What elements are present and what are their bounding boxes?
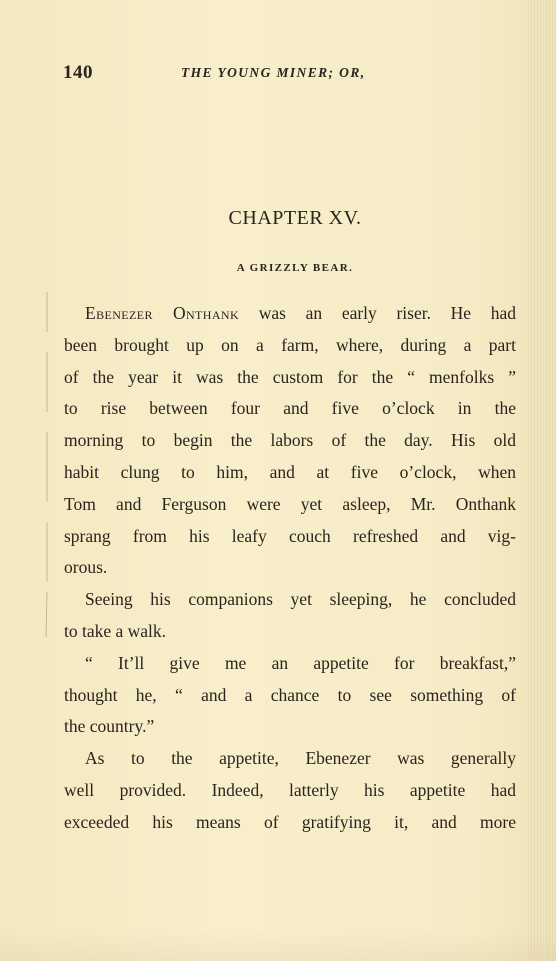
chapter-subtitle: A GRIZZLY BEAR. — [236, 262, 354, 274]
text-line: sprang from his leafy couch refreshed and vig- — [64, 525, 516, 546]
text-line: orous. — [64, 557, 108, 578]
text-line: As to the appetite, Ebenezer was generally — [85, 748, 516, 769]
running-head — [63, 62, 483, 84]
text-line: to rise between four and five o’clock in the — [64, 398, 516, 419]
text-line: exceeded his means of gratifying it, and more — [64, 811, 516, 832]
text-line: Tom and Ferguson were yet asleep, Mr. Onthank — [64, 493, 516, 514]
paragraph — [64, 743, 516, 838]
text-line: habit clung to him, and at five o’clock, when — [64, 461, 516, 482]
chapter-title: CHAPTER XV. — [228, 207, 362, 229]
text-line: Seeing his companions yet sleeping, he concluded — [85, 589, 516, 610]
text-line: Ebenezer Onthank was an early riser. He had — [85, 303, 516, 323]
page-number: 140 — [63, 62, 93, 83]
text-line: the country.” — [64, 716, 155, 737]
chapter-body — [64, 298, 516, 839]
page-edge-shading — [528, 0, 556, 961]
page-bottom-shading — [0, 931, 556, 961]
text-line: well provided. Indeed, latterly his appetite had — [64, 779, 516, 800]
margin-pencil-mark — [45, 292, 49, 642]
text-line: thought he, “ and a chance to see something of — [64, 684, 516, 705]
text-line: been brought up on a farm, where, during a part — [64, 334, 516, 355]
character-name: Ebenezer Onthank — [85, 303, 240, 323]
text-line: “ It’ll give me an appetite for breakfast,” — [85, 652, 516, 673]
paragraph — [64, 584, 516, 648]
text-line: morning to begin the labors of the day. His old — [64, 430, 516, 451]
text-line: to take a walk. — [64, 620, 167, 641]
paragraph — [64, 298, 516, 584]
paragraph — [64, 648, 516, 743]
running-title: THE YOUNG MINER; OR, — [181, 65, 366, 80]
text-line: of the year it was the custom for the “ menfolks ” — [64, 366, 516, 387]
